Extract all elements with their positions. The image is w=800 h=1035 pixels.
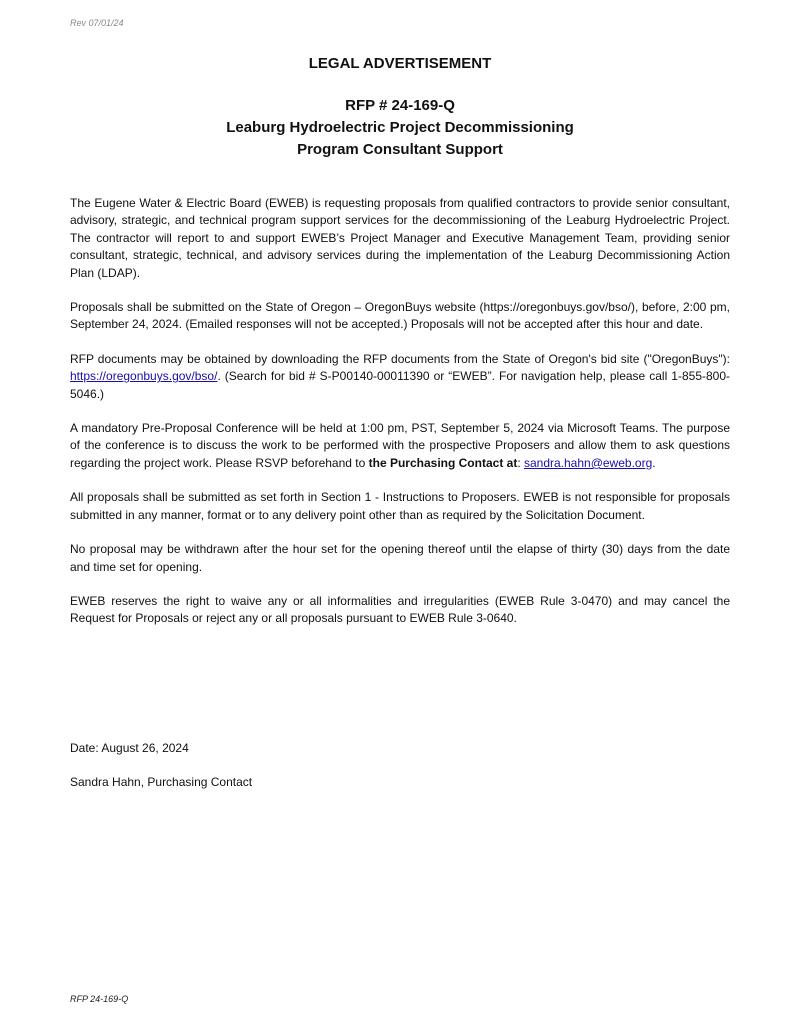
signature-contact: Sandra Hahn, Purchasing Contact (70, 775, 253, 789)
document-title: LEGAL ADVERTISEMENT (308, 55, 492, 72)
oregonbuys-link[interactable]: https://oregonbuys.gov/bso/ (70, 369, 218, 384)
documents-text-after: . (Search for bid # S-P00140-00011390 or “EWEB”. For navigation help, please call 1-855-800-5046.) (70, 369, 730, 401)
conference-end: . (652, 455, 656, 470)
conference-colon: : (517, 455, 524, 470)
rfp-number: RFP # 24-169-Q (345, 97, 455, 114)
paragraph-instructions: All proposals shall be submitted as set forth in Section 1 - Instructions to Proposers. EWEB is not responsible for proposals submitted in any manner, format or to any delivery point other than as required by the Solicitation Document. (70, 490, 730, 522)
paragraph-documents (70, 351, 730, 403)
signature-date: Date: August 26, 2024 (70, 741, 189, 755)
revision-label: Rev 07/01/24 (70, 18, 124, 28)
conference-contact-label: the Purchasing Contact at (368, 455, 518, 470)
documents-text: RFP documents may be obtained by downloading the RFP documents from the State of Oregon's bid site ("OregonBuys"): (70, 351, 730, 366)
project-title-line1: Leaburg Hydroelectric Project Decommissioning (226, 119, 574, 136)
paragraph-reservation: EWEB reserves the right to waive any or all informalities and irregularities (EWEB Rule 3-0470) and may cancel the Request for Proposals or reject any or all proposals pursuant to EWEB Rule 3-0640. (70, 593, 730, 626)
rfp-heading (0, 95, 800, 161)
paragraph-submission: Proposals shall be submitted on the State of Oregon – OregonBuys website (https://oregonbuys.gov/bso/), before, 2:00 pm, September 24, 2024. (Emailed responses will not be accepted.) Proposals will not be accepted after this hour and date. (70, 300, 730, 332)
paragraph-conference (70, 420, 730, 472)
paragraph-withdrawal: No proposal may be withdrawn after the hour set for the opening thereof until the elapse of thirty (30) days from the date and time set for opening. (70, 542, 730, 574)
document-body (70, 195, 730, 645)
footer-rfp-number: RFP 24-169-Q (70, 994, 129, 1004)
paragraph-intro: The Eugene Water & Electric Board (EWEB) is requesting proposals from qualified contractors to provide senior consultant, advisory, strategic, and technical program support services for the decommissioning of the Leaburg Hydroelectric Project. The contractor will report to and support EWEB’s Project Manager and Executive Management Team, providing senior consultant, strategic, technical, and advisory services during the implementation of the Leaburg Decommissioning Action Plan (LDAP). (70, 196, 730, 280)
contact-email-link[interactable]: sandra.hahn@eweb.org (523, 455, 653, 470)
project-title-line2: Program Consultant Support (297, 141, 503, 158)
conference-text: A mandatory Pre-Proposal Conference will be held at 1:00 pm, PST, September 5, 2024 via Microsoft Teams. The purpose of the conference is to discuss the work to be performed with the prospective Proposers and allow them to ask questions regarding the project work. Please RSVP beforehand to (70, 421, 730, 470)
